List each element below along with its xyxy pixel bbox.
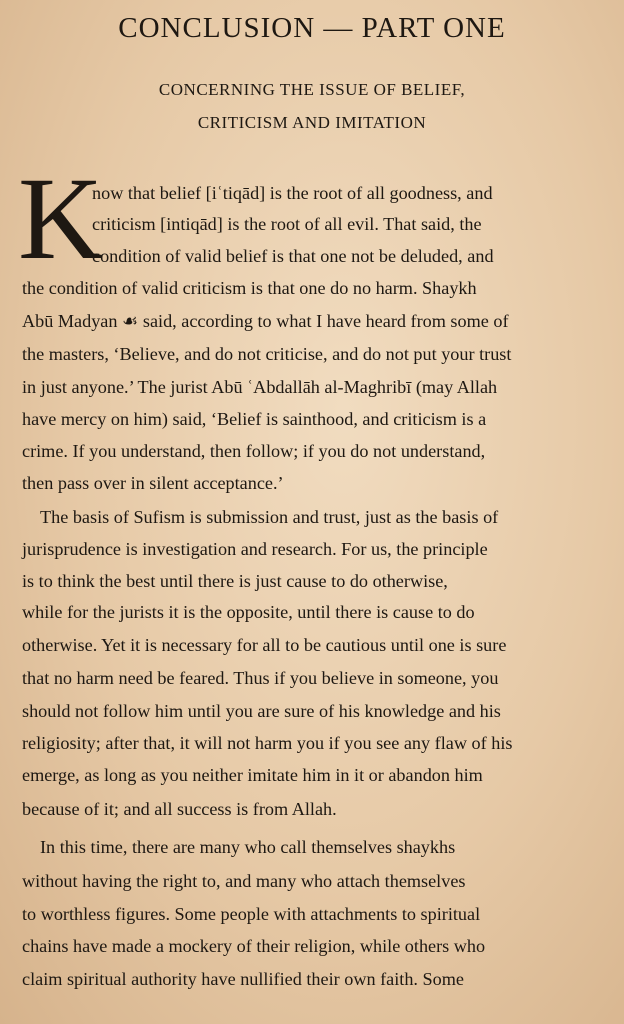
text-line: in just anyone.’ The jurist Abū ʿAbdallāh al-Maghribī (may Allah [22,377,498,397]
chapter-subtitle-line-2: CRITICISM AND IMITATION [197,113,427,132]
text-line: that no harm need be feared. Thus if you believe in someone, you [22,668,499,688]
text-line: The basis of Sufism is submission and trust, just as the basis of [40,507,499,527]
text-line: In this time, there are many who call themselves shaykhs [40,837,456,857]
text-line: religiosity; after that, it will not harm you if you see any flaw of his [22,733,513,753]
text-line: claim spiritual authority have nullified their own faith. Some [22,969,464,989]
text-line: the condition of valid criticism is that one do no harm. Shaykh [22,278,477,298]
chapter-subtitle-line-1: CONCERNING THE ISSUE OF BELIEF, [158,80,466,99]
text-line: emerge, as long as you neither imitate him in it or abandon him [22,765,483,785]
text-line: without having the right to, and many who attach themselves [22,871,466,891]
text-line: the masters, ‘Believe, and do not criticise, and do not put your trust [22,344,512,364]
text-line: condition of valid belief is that one not be deluded, and [92,246,494,266]
text-line: jurisprudence is investigation and research. For us, the principle [22,539,488,559]
drop-cap: K [18,153,104,284]
text-line: to worthless figures. Some people with attachments to spiritual [22,904,481,924]
chapter-title: CONCLUSION — PART ONE [118,12,506,44]
text-line: crime. If you understand, then follow; if you do not understand, [22,441,486,461]
text-line: have mercy on him) said, ‘Belief is sainthood, and criticism is a [22,409,487,429]
text-line: now that belief [iʿtiqād] is the root of all goodness, and [92,183,493,203]
text-line: Abū Madyan ☙ said, according to what I have heard from some of [22,311,509,331]
text-line: chains have made a mockery of their religion, while others who [22,936,486,956]
text-line: otherwise. Yet it is necessary for all to be cautious until one is sure [22,635,507,655]
text-line: while for the jurists it is the opposite, until there is cause to do [22,602,475,622]
text-line: criticism [intiqād] is the root of all evil. That said, the [92,214,482,234]
text-line: because of it; and all success is from Allah. [22,799,337,819]
text-line: should not follow him until you are sure of his knowledge and his [22,701,501,721]
text-line: then pass over in silent acceptance.’ [22,473,284,493]
text-line: is to think the best until there is just cause to do otherwise, [22,571,448,591]
